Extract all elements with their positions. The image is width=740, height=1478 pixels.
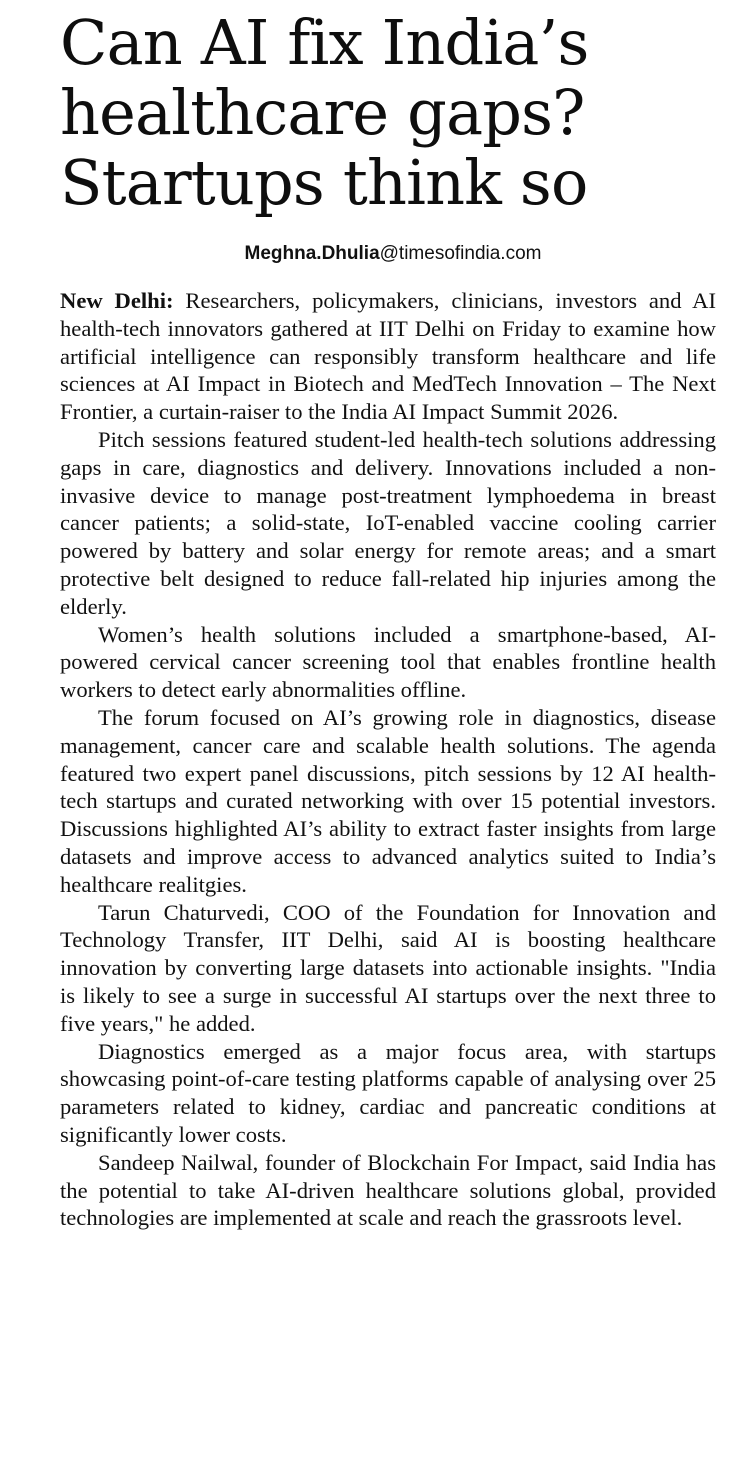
headline-line: Startups think so <box>60 146 588 219</box>
headline-line: Can AI fix India’s <box>60 6 589 79</box>
article-paragraph: Women’s health solutions included a smartphone-based, AI-powered cervical cancer screening tool that enables frontline health workers to detect early abnormalities offline. <box>60 621 716 703</box>
article-paragraph: The forum focused on AI’s growing role in diagnostics, disease management, cancer care and scalable health solutions. The agenda featured two expert panel discussions, pitch sessions by 12 AI health-tech startups and curated networking with over 15 potential investors. Discussions highlighted AI’s ability to extract faster insights from large datasets and improve access to advanced analytics suited to India’s healthcare realitgies. <box>60 704 716 897</box>
paragraph-text: Researchers, policymakers, clinicians, investors and AI health-tech innovators gathered at IIT Delhi on Friday to examine how artificial intelligence can responsibly transform healthcare and life sciences at AI Impact in Biotech and MedTech Innovation – The Next Frontier, a curtain-raiser to the India AI Impact Summit 2026. <box>60 288 716 425</box>
author-name: Meghna.Dhulia <box>244 243 380 264</box>
byline <box>60 242 716 266</box>
headline-line: healthcare gaps? <box>60 76 585 149</box>
article-paragraph <box>60 287 716 426</box>
headline <box>60 8 716 218</box>
article-paragraph: Sandeep Nailwal, founder of Blockchain For Impact, said India has the potential to take AI-driven healthcare solutions global, provided technologies are implemented at scale and reach the grassroots level. <box>60 1149 716 1231</box>
author-email-domain: @timesofindia.com <box>379 243 542 264</box>
article-body <box>60 287 716 1232</box>
article-paragraph: Tarun Chaturvedi, COO of the Foundation for Innovation and Technology Transfer, IIT Delhi, said AI is boosting healthcare innovation by converting large datasets into actionable insights. "India is likely to see a surge in successful AI startups over the next three to five years," he added. <box>60 899 716 1036</box>
dateline: New Delhi: <box>60 288 174 313</box>
news-article-clipping <box>60 8 716 1232</box>
article-paragraph: Pitch sessions featured student-led health-tech solutions addressing gaps in care, diagnostics and delivery. Innovations included a non-invasive device to manage post-treatment lymphoedema in breast cancer patients; a solid-state, IoT-enabled vaccine cooling carrier powered by battery and solar energy for remote areas; and a smart protective belt designed to reduce fall-related hip injuries among the elderly. <box>60 426 716 619</box>
article-paragraph: Diagnostics emerged as a major focus area, with startups showcasing point-of-care testing platforms capable of analysing over 25 parameters related to kidney, cardiac and pancreatic conditions at significantly lower costs. <box>60 1038 716 1147</box>
